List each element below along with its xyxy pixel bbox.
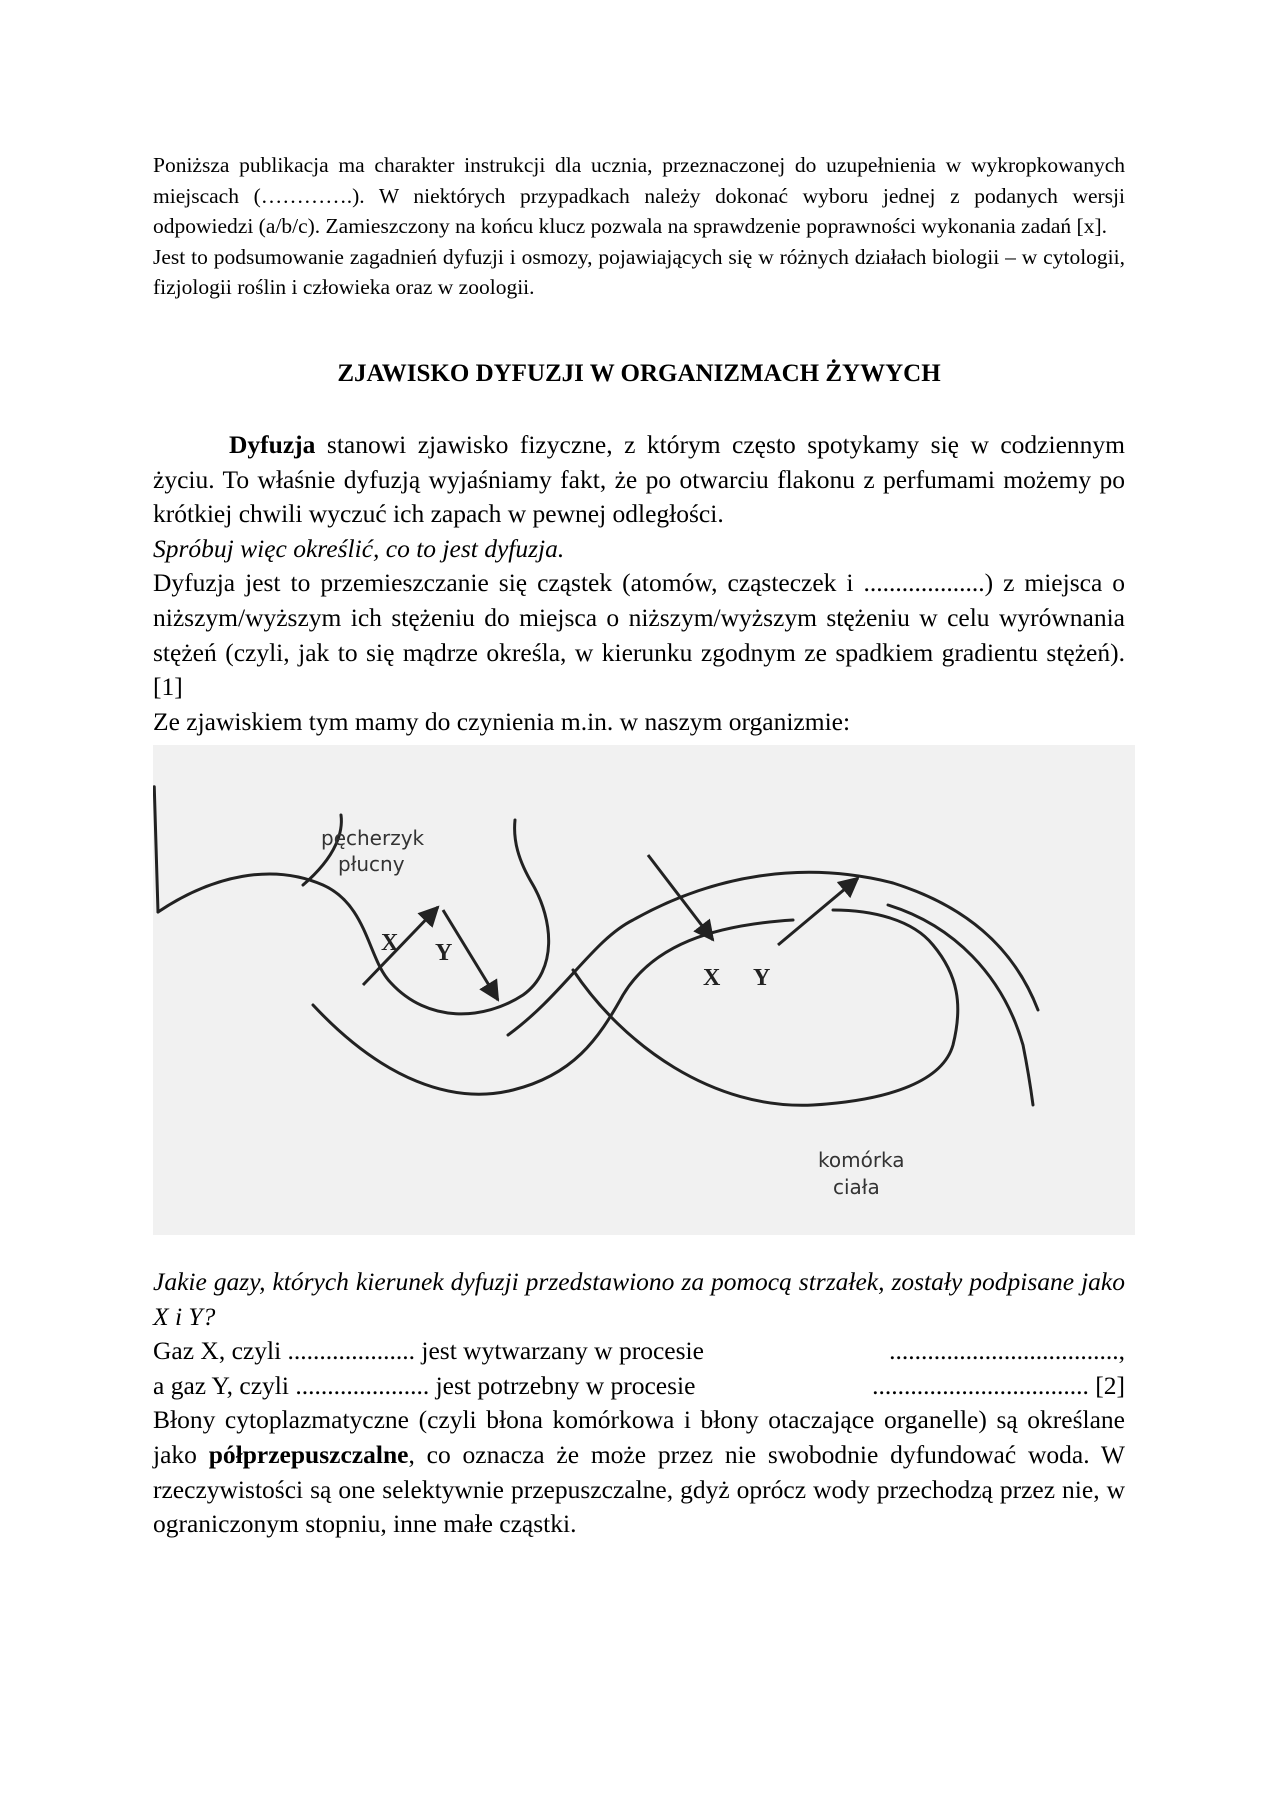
vessel-right-edge — [888, 905, 1033, 1105]
main-text — [153, 428, 1125, 739]
label-cell-line1: komórka — [818, 1148, 905, 1172]
body-cell-outline — [573, 910, 958, 1105]
diffusion-intro-text: stanowi zjawisko fizyczne, z którym często spotykamy się w codziennym życiu. To właśnie dyfuzją wyjaśniamy fakt, że po otwarciu flakonu z perfumami możemy po krótkiej chwili wyczuć ich zapach w pewnej odległości. — [153, 430, 1125, 529]
intro-paragraph-2: Jest to podsumowanie zagadnień dyfuzji i osmozy, pojawiających się w różnych działach biologii – w cytologii, fizjologii roślin i człowieka oraz w zoologii. — [153, 244, 1125, 299]
capillary-wall-top — [154, 787, 158, 912]
diffusion-intro-paragraph — [153, 428, 1125, 532]
label-x-left: X — [381, 930, 399, 956]
label-alveolus-line2: płucny — [338, 852, 405, 876]
arrow-x-left — [363, 907, 438, 985]
intro-notes — [153, 150, 1125, 303]
page-title: ZJAWISKO DYFUZJI W ORGANIZMACH ŻYWYCH — [337, 360, 941, 387]
label-cell-line2: ciała — [833, 1175, 880, 1199]
definition-fill-in: Dyfuzja jest to przemieszczanie się cząstek (atomów, cząsteczek i ...................) z miejsca o niższym/wyższym ich stężeniu do miejsca o niższym/wyższym stężeniu w celu wyrównania stężeń (czyli, jak to się mądrze określa, w kierunku zgodnym ze spadkiem gradientu stężeń). [1] — [153, 568, 1125, 702]
gas-x-line: Gaz X, czyli .................... jest wytwarzany w procesie ...................................., — [153, 1336, 1125, 1366]
term-dyfuzja: Dyfuzja — [229, 430, 316, 459]
intro-paragraph-1: Poniższa publikacja ma charakter instrukcji dla ucznia, przeznaczonej do uzupełnienia w wykropkowanych miejscach (………….). W niektórych przypadkach należy dokonać wyboru jednej z podanych wersji odpowiedzi (a/b/c). Zamieszczony na końcu klucz pozwala na sprawdzenie poprawności wykonania zadań [x]. — [153, 153, 1125, 238]
term-polprzepuszczalne: półprzepuszczalne — [208, 1439, 409, 1469]
arrow-x-right — [648, 855, 713, 940]
membrane-paragraph: Błony cytoplazmatyczne (czyli błona komórkowa i błony otaczające organelle) są określane jako półprzepuszczalne, co oznacza że może przez nie swobodnie dyfundować woda. W rzeczywistości są one selektywnie przepuszczalne, gdyż oprócz wody przechodzą przez nie, w ograniczonym stopniu, inne małe cząstki. — [153, 1405, 1125, 1539]
label-y-right: Y — [753, 965, 771, 991]
label-alveolus-line1: pęcherzyk — [321, 826, 425, 850]
question-2: Jakie gazy, których kierunek dyfuzji przedstawiono za pomocą strzałek, zostały podpisane jako X i Y? — [153, 1267, 1125, 1331]
organism-lead: Ze zjawiskiem tym mamy do czynienia m.in. w naszym organizmie: — [153, 706, 851, 736]
question-1: Spróbuj więc określić, co to jest dyfuzja. — [153, 533, 565, 563]
diagram-svg — [153, 745, 1135, 1235]
gas-y-line: a gaz Y, czyli ..................... jest potrzebny w procesie .................................. [2] — [153, 1370, 1125, 1400]
label-x-right: X — [703, 965, 721, 991]
questions-text — [153, 1265, 1125, 1542]
label-y-left: Y — [435, 940, 453, 966]
diffusion-diagram — [153, 745, 1135, 1235]
